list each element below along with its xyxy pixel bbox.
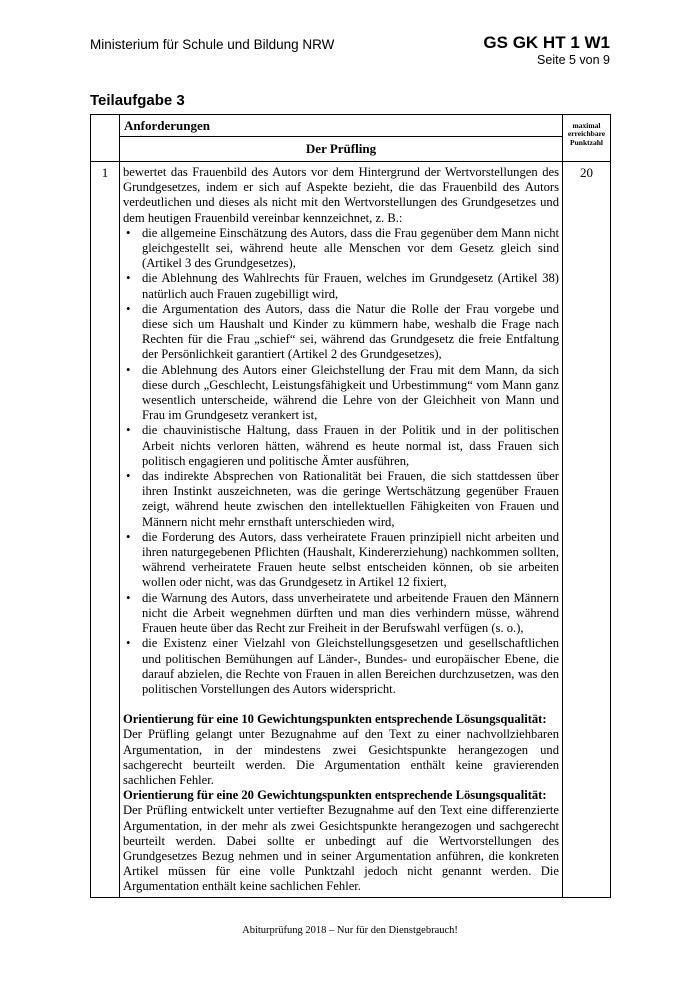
requirement-intro: bewertet das Frauenbild des Autors vor dem Hintergrund der Wertvorstellungen des Grundgesetzes, indem er sich auf Aspekte bezieht, die das Frauenbild des Autors verdeutlichen und dieses als nicht mit den Wertvorstellungen des Grundgesetzes und dem heutigen Frauenbild vereinbar kennzeichnet, z. B.: bbox=[123, 165, 559, 225]
points-header-line-3: Punktzahl bbox=[570, 137, 603, 147]
page-footer: Abiturprüfung 2018 – Nur für den Dienstgebrauch! bbox=[242, 925, 458, 936]
points-header-line-2: erreichbare bbox=[567, 129, 606, 139]
anforderungen-header: Anforderungen bbox=[120, 115, 563, 137]
task-title: Teilaufgabe 3 bbox=[90, 92, 185, 109]
table-row bbox=[91, 162, 611, 898]
points-header bbox=[563, 115, 611, 162]
orientation-20-text: Der Prüfling entwickelt unter vertiefter Bezugnahme auf den Text eine differenzierte Argumentation, in der mehr als zwei Gesichtspunkte herangezogen und sachgerecht beurteilt werden. Dabei sollte er unbedingt auf die Wertvorstellungen des Grundgesetzes Bezug nehmen und in seiner Argumentation anführen, die konkreten Artikel müssen für eine volle Punktzahl jedoch nicht genannt werden. Die Argumentation enthält keine sachlichen Fehler. bbox=[123, 803, 559, 894]
orientation-10-text: Der Prüfling gelangt unter Bezugnahme auf den Text zu einer nachvollziehbaren Argumentation, in der mindestens zwei Gesichtspunkte herangezogen und sachgerecht beurteilt werden. Die Argumentation enthält keine gravierenden sachlichen Fehler. bbox=[123, 727, 559, 787]
ministry-header: Ministerium für Schule und Bildung NRW bbox=[90, 37, 335, 52]
row-number: 1 bbox=[91, 162, 120, 898]
list-item: • die Ablehnung des Autors einer Gleichstellung der Frau mit dem Mann, da sich diese durch „Geschlecht, Leistungsfähigkeit und Urbestimmung“ vom Mann ganz wesentlich unterscheide, während die Lehre von der Gleichheit von Mann und Frau im Grundgesetz verankert ist, bbox=[123, 363, 559, 424]
pruefling-header: Der Prüfling bbox=[120, 137, 563, 162]
list-item: • das indirekte Absprechen von Rationalität bei Frauen, die sich stattdessen über ihren Instinkt auszeichneten, was die geringe Wertschätzung gegenüber Frauen zeigt, während heute zwischen den intellektuellen Fähigkeiten von Frauen und Männern nicht mehr ernsthaft unterschieden wird, bbox=[123, 469, 559, 530]
requirement-text-cell bbox=[120, 162, 563, 898]
max-points: 20 bbox=[563, 162, 611, 898]
table-header-row-1 bbox=[91, 115, 611, 137]
exam-code: GS GK HT 1 W1 bbox=[483, 33, 610, 52]
table-header-row-2 bbox=[91, 137, 611, 162]
list-item: • die Argumentation des Autors, dass die Natur die Rolle der Frau vorgebe und diese sich um Haushalt und Kinder zu kümmern habe, weshalb die Frage nach Rechten für die Frau „schief“ sei, während das Grundgesetz die freie Entfaltung der Persönlichkeit garantiert (Artikel 2 des Grundgesetzes), bbox=[123, 302, 559, 363]
list-item: • die Ablehnung des Wahlrechts für Frauen, welches im Grundgesetz (Artikel 38) natürlich auch Frauen zugebilligt wird, bbox=[123, 271, 559, 301]
list-item: • die Existenz einer Vielzahl von Gleichstellungsgesetzen und gesellschaftlichen und politischen Bemühungen auf Länder-, Bundes- und europäischer Ebene, die darauf abzielen, die Rechte von Frauen in allen Bereichen durchzusetzen, was den politischen Vorstellungen des Autors widerspricht. bbox=[123, 636, 559, 697]
orientation-block bbox=[123, 712, 559, 894]
aspect-list bbox=[123, 226, 559, 697]
requirements-table bbox=[90, 114, 611, 898]
orientation-10-title: Orientierung für eine 10 Gewichtungspunkten entsprechende Lösungsqualität: bbox=[123, 712, 547, 727]
points-header-line-1: maximal bbox=[572, 121, 601, 130]
list-item: • die Forderung des Autors, dass verheiratete Frauen prinzipiell nicht arbeiten und ihren naturgegebenen Pflichten (Haushalt, Kindererziehung) nachkommen sollten, während verheiratete Frauen heute selbst entscheiden können, ob sie arbeiten wollen oder nicht, was das Grundgesetz in Artikel 12 fixiert, bbox=[123, 530, 559, 591]
page-indicator: Seite 5 von 9 bbox=[537, 53, 610, 67]
list-item: • die Warnung des Autors, dass unverheiratete und arbeitende Frauen den Männern nicht die Arbeit wegnehmen dürften und man dies verhindern müsse, während Frauen heute über das Recht zur Freiheit in der Berufswahl verfügen (s. o.), bbox=[123, 591, 559, 637]
list-item: • die allgemeine Einschätzung des Autors, dass die Frau gegenüber dem Mann nicht gleichgestellt sei, während heute alle Menschen vor dem Gesetz gleich sind (Artikel 3 des Grundgesetzes), bbox=[123, 226, 559, 272]
list-item: • die chauvinistische Haltung, dass Frauen in der Politik und in der politischen Arbeit nichts verloren hätten, während es heute normal ist, dass Frauen sich politisch engagieren und politische Ämter ausführen, bbox=[123, 423, 559, 469]
number-header-cell bbox=[91, 115, 120, 162]
orientation-20-title: Orientierung für eine 20 Gewichtungspunkten entsprechende Lösungsqualität: bbox=[123, 788, 547, 803]
